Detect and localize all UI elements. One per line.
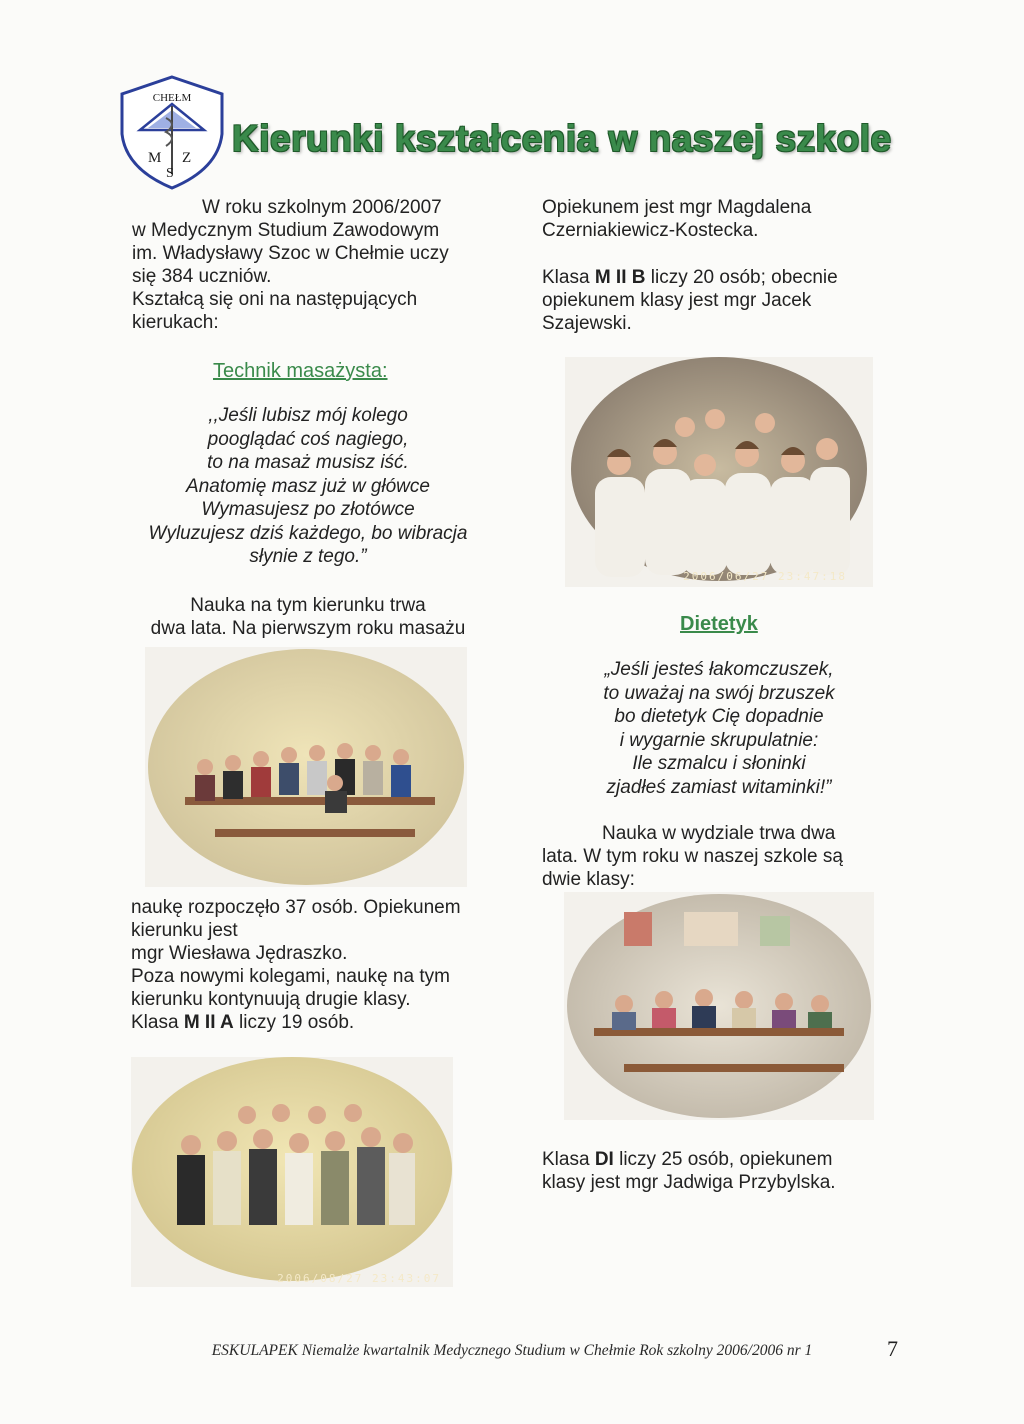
class-label: Klasa (131, 1012, 184, 1033)
class-text: Szajewski. (542, 313, 632, 334)
poem-line: to na masaż musisz iść. (207, 452, 409, 473)
poem-line: bo dietetyk Cię dopadnie (614, 706, 824, 727)
text-line: lata. W tym roku w naszej szkole są (542, 846, 843, 867)
class-label: Klasa (542, 267, 595, 288)
text-line: Nauka na tym kierunku trwa (190, 595, 426, 616)
poem-line: słynie z tego.” (249, 546, 367, 567)
class-d1-paragraph (542, 1148, 836, 1194)
class-label: Klasa (542, 1149, 595, 1170)
intro-line: W roku szkolnym 2006/2007 (202, 197, 442, 218)
poem-line: ,,Jeśli lubisz mój kolego (208, 405, 408, 426)
section-heading-dietetyk: Dietetyk (680, 613, 758, 635)
poem-dietetyk (560, 658, 878, 799)
section-heading-masazysta: Technik masażysta: (213, 360, 388, 382)
text-line: dwie klasy: (542, 869, 635, 890)
class-text: opiekunem klasy jest mgr Jacek (542, 290, 812, 311)
opiekun-masazysta-paragraph (131, 896, 461, 1034)
class-photo-masazysta (145, 647, 467, 887)
class-code: DI (594, 1149, 614, 1170)
opiekun-line: Czerniakiewicz-Kostecka. (542, 220, 759, 241)
text-line: kierunku kontynuują drugie klasy. (131, 989, 411, 1010)
logo-letter-z: Z (182, 150, 192, 166)
class-code: M II A (183, 1012, 234, 1033)
poem-line: zjadłeś zamiast witaminki!” (606, 776, 832, 798)
poem-line: Anatomię masz już w główce (186, 475, 430, 497)
text-line: dwa lata. Na pierwszym roku masażu (150, 618, 466, 639)
poem-masazysta (118, 404, 498, 569)
class-text: klasy jest mgr Jadwiga Przybylska. (542, 1172, 836, 1193)
intro-line: kierukach: (132, 312, 219, 333)
logo-letter-s: S (166, 166, 174, 181)
footer-text: ESKULAPEK Niemalże kwartalnik Medycznego Studium w Chełmie Rok szkolny 2006/2006 nr 1 (211, 1342, 813, 1359)
poem-line: „Jeśli jesteś łakomczuszek, (604, 659, 834, 680)
intro-line: w Medycznym Studium Zawodowym (132, 220, 440, 241)
intro-paragraph (122, 196, 474, 334)
class-photo-m2a (131, 1057, 453, 1287)
class-photo-m2b (565, 357, 873, 587)
photo-timestamp: 2006/06/27 23:47:18 (683, 570, 847, 583)
text-line: naukę rozpoczęło 37 osób. Opiekunem (131, 897, 461, 918)
poem-line: i wygarnie skrupulatnie: (619, 729, 819, 751)
intro-line: się 384 uczniów. (132, 266, 272, 287)
intro-line: Kształcą się oni na następujących (132, 289, 418, 310)
class-text: liczy 20 osób; obecnie (645, 267, 838, 288)
photo-timestamp: 2006/08/27 23:43:07 (277, 1272, 441, 1285)
duration-paragraph-dietetyk (542, 822, 843, 891)
poem-line: to uważaj na swój brzuszek (603, 682, 835, 704)
page-title: Kierunki kształcenia w naszej szkole (232, 118, 892, 159)
duration-paragraph-masazysta (118, 594, 498, 640)
logo-letter-m: M (148, 150, 162, 166)
text-line: Poza nowymi kolegami, naukę na tym (131, 966, 450, 987)
text-line: kierunku jest (131, 920, 238, 941)
poem-line: Wymasujesz po złotówce (201, 499, 415, 520)
opiekun-paragraph (542, 196, 811, 242)
text-line: Nauka w wydziale trwa dwa (602, 823, 836, 844)
class-code: M II B (594, 267, 646, 288)
poem-line: pooglądać coś nagiego, (207, 428, 409, 450)
class-m2b-paragraph (542, 266, 838, 335)
school-logo (118, 74, 226, 192)
opiekun-line: Opiekunem jest mgr Magdalena (542, 197, 812, 218)
text-line: mgr Wiesława Jędraszko. (131, 943, 348, 964)
intro-line: im. Władysławy Szoc w Chełmie uczy (132, 243, 449, 264)
class-text: liczy 25 osób, opiekunem (613, 1149, 833, 1170)
class-photo-dietetyk (564, 892, 874, 1120)
logo-top-text: CHEŁM (152, 92, 192, 104)
page-number: 7 (887, 1336, 898, 1361)
poem-line: Ile szmalcu i słoninki (632, 753, 806, 774)
class-text: liczy 19 osób. (233, 1012, 355, 1033)
poem-line: Wyluzujesz dziś każdego, bo wibracja (148, 522, 468, 544)
